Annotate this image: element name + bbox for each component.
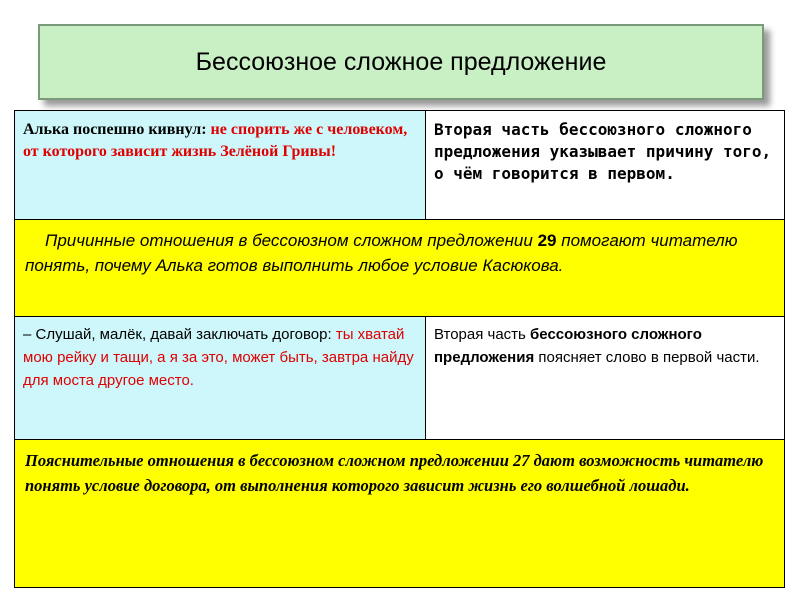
example-1-lead: Алька поспешно кивнул: (23, 121, 211, 138)
example-cell-2 (15, 317, 426, 440)
conclusion-2-text-b: дают возможность читателю понять условие договора, от выполнения которого зависит жизнь его волшебной лошади. (25, 451, 764, 495)
example-1-highlight: не спорить же с человеком, от которого зависит жизнь Зелёной Гривы! (23, 121, 408, 160)
example-2-highlight: ты хватай мою рейку и тащи, а я за это, может быть, завтра найду для моста другое место. (23, 326, 414, 389)
table-row (15, 111, 785, 220)
explanation-1-text: Вторая часть бессоюзного сложного предложения указывает причину того, о чём говорится в первом. (434, 120, 772, 183)
explanation-2-text-b: поясняет слово в первой части. (534, 349, 760, 366)
conclusion-cell-1 (15, 220, 785, 317)
content-table (14, 110, 785, 588)
table-row (15, 440, 785, 588)
page-title: Бессоюзное сложное предложение (195, 47, 607, 76)
conclusion-2-text-a: Пояснительные отношения в бессоюзном сложном предложении (25, 451, 513, 470)
example-2-lead: – Слушай, малёк, давай заключать договор: (23, 326, 336, 343)
table-row (15, 220, 785, 317)
explanation-cell-2 (426, 317, 785, 440)
sentence-number-29: 29 (537, 231, 557, 250)
example-cell-1 (15, 111, 426, 220)
explanation-cell-1 (426, 111, 785, 220)
conclusion-cell-2 (15, 440, 785, 588)
conclusion-1-text-a: Причинные отношения в бессоюзном сложном предложении (45, 231, 538, 250)
title-banner (38, 24, 764, 100)
sentence-number-27: 27 (513, 451, 530, 470)
explanation-2-bold: бессоюзного сложного предложения (434, 326, 702, 366)
table-row (15, 317, 785, 440)
conclusion-1-text-b: помогают читателю понять, почему Алька готов выполнить любое условие Касюкова. (25, 231, 738, 275)
explanation-2-text-a: Вторая часть (434, 326, 531, 343)
